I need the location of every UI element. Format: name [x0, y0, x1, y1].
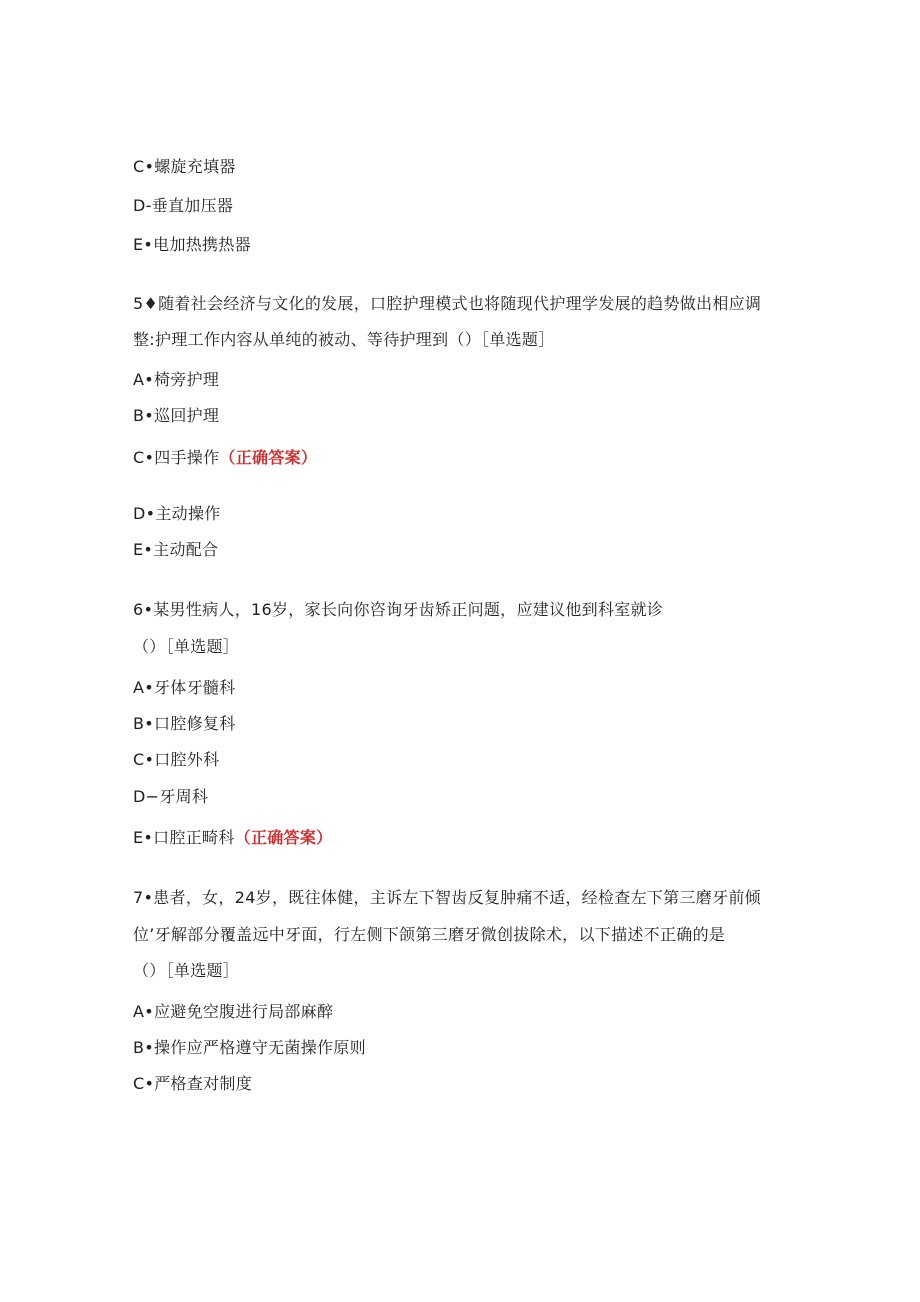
- q5-option-d: D•主动操作: [133, 504, 221, 523]
- q7-option-a: A•应避免空腹进行局部麻醉: [133, 1002, 334, 1021]
- q5-stem-line-2: 整:护理工作内容从单纯的被动、等待护理到（）［单选题］: [133, 330, 555, 349]
- q5-option-e: E•主动配合: [133, 540, 219, 559]
- q6-stem-line-2: （）［单选题］: [133, 637, 240, 656]
- q6-option-b: B•口腔修复科: [133, 714, 236, 733]
- q7-option-b: B•操作应严格遵守无菌操作原则: [133, 1038, 366, 1057]
- q6-option-c: C•口腔外科: [133, 750, 220, 769]
- q5-stem-line-1: 5♦随着社会经济与文化的发展，口腔护理模式也将随现代护理学发展的趋势做出相应调: [133, 294, 762, 313]
- q4-option-c: C•螺旋充填器: [133, 157, 236, 176]
- q6-option-d: D−牙周科: [133, 787, 209, 806]
- correct-answer-mark: （正确答案）: [234, 828, 333, 847]
- q6-option-a: A•牙体牙髓科: [133, 678, 236, 697]
- q7-option-c: C•严格查对制度: [133, 1074, 253, 1093]
- q4-option-d: D-垂直加压器: [133, 196, 234, 215]
- q5-option-c-text: C•四手操作: [133, 448, 220, 467]
- q5-option-b: B•巡回护理: [133, 406, 220, 425]
- q7-stem-line-1: 7•患者，女，24岁，既往体健，主诉左下智齿反复肿痛不适，经检查左下第三磨牙前倾: [133, 888, 761, 907]
- q5-option-a: A•椅旁护理: [133, 370, 220, 389]
- q6-stem-line-1: 6•某男性病人，16岁，家长向你咨询牙齿矫正问题，应建议他到科室就诊: [133, 600, 664, 619]
- q6-option-e: [133, 827, 332, 849]
- correct-answer-mark: （正确答案）: [219, 448, 318, 467]
- q7-stem-line-3: （）［单选题］: [133, 961, 240, 980]
- q5-option-c: [133, 447, 317, 469]
- q7-stem-line-2: 位’牙解部分覆盖远中牙面，行左侧下颌第三磨牙微创拔除术，以下描述不正确的是: [133, 925, 726, 944]
- q6-option-e-text: E•口腔正畸科: [133, 828, 235, 847]
- q4-option-e: E•电加热携热器: [133, 235, 251, 254]
